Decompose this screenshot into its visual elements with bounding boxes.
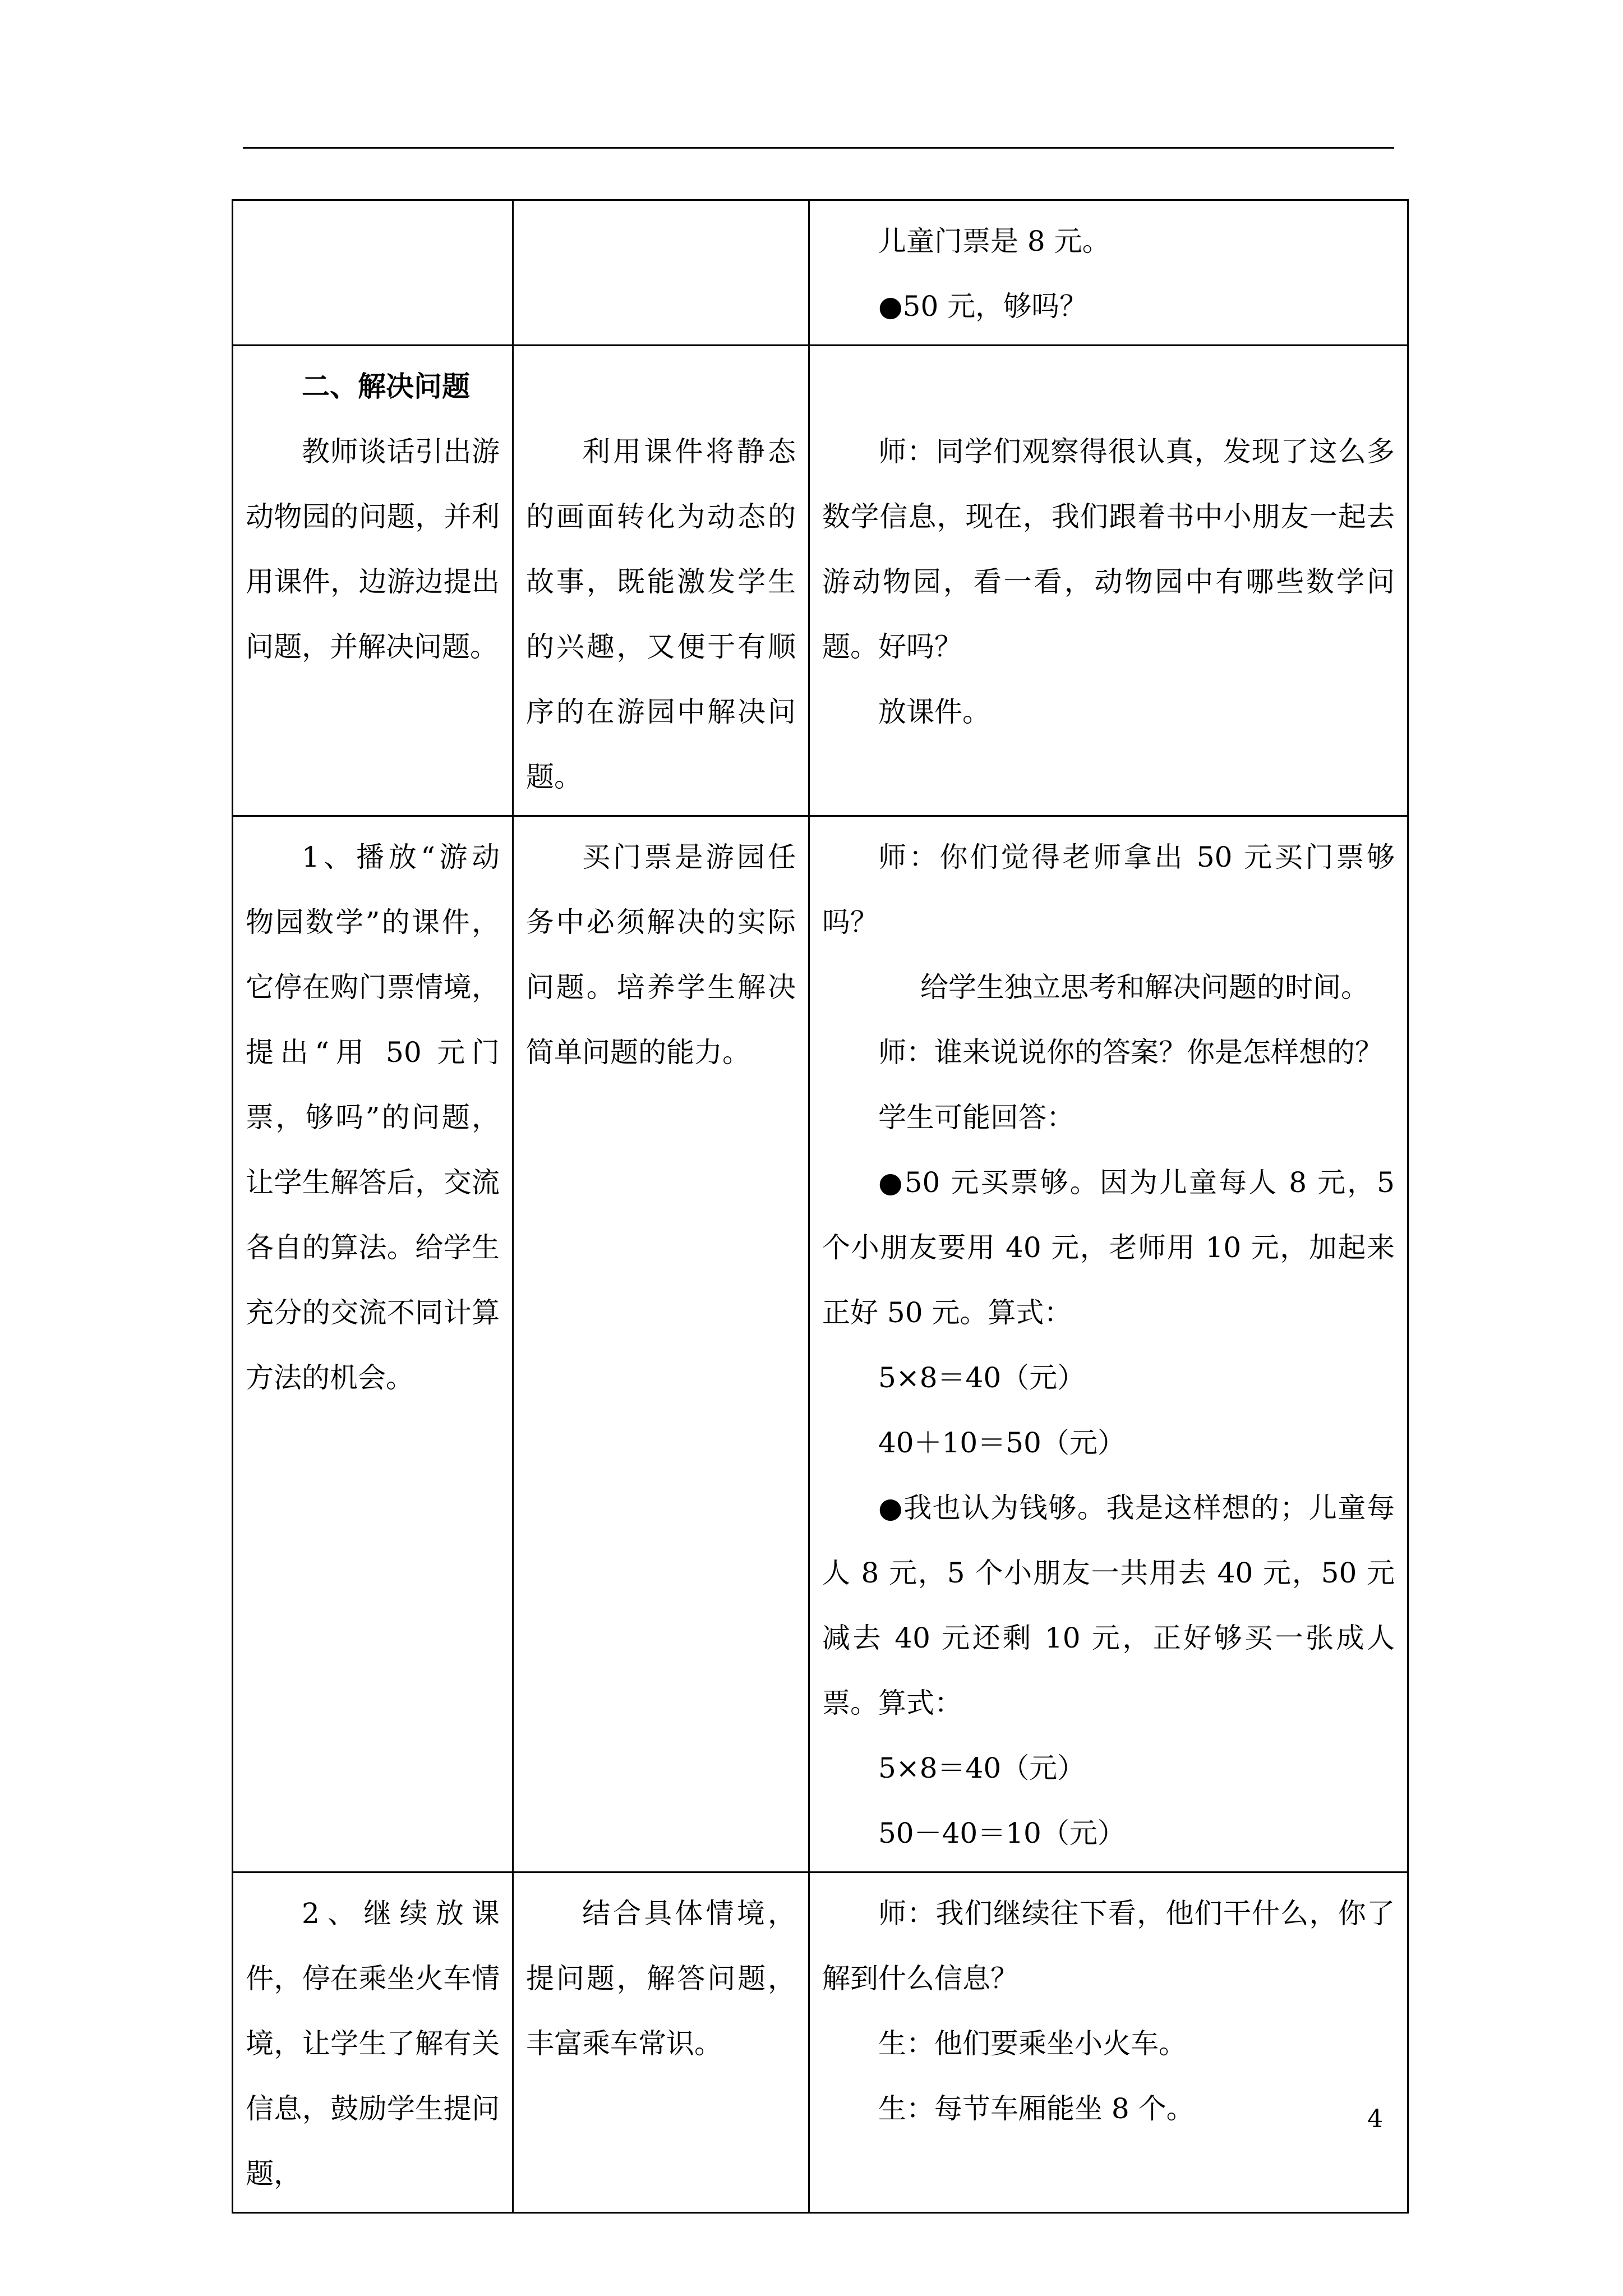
cell-activity — [809, 1872, 1408, 2213]
paragraph: 生：每节车厢能坐 8 个。 — [878, 2092, 1195, 2125]
equation: 50－40＝10（元） — [878, 1817, 1126, 1849]
cell-process — [233, 816, 513, 1872]
paragraph: 师：谁来说说你的答案？你是怎样想的？ — [878, 1036, 1383, 1069]
cell-intent — [513, 346, 809, 816]
table-row — [233, 346, 1408, 816]
paragraph: 利用课件将静态的画面转化为动态的故事，既能激发学生的兴趣，又便于有顺序的在游园中解决问题。 — [526, 435, 796, 793]
cell-activity — [809, 200, 1408, 346]
cell-process — [233, 200, 513, 346]
table-row — [233, 1872, 1408, 2213]
cell-activity — [809, 816, 1408, 1872]
equation: 5×8＝40（元） — [878, 1361, 1086, 1394]
equation: 5×8＝40（元） — [878, 1752, 1086, 1784]
lesson-plan-table — [232, 199, 1409, 2214]
table-row — [233, 200, 1408, 346]
paragraph: ●50 元，够吗？ — [878, 290, 1088, 323]
paragraph: ●我也认为钱够。我是这样想的；儿童每人 8 元，5 个小朋友一共用去 40 元，50 元减去 40 元还剩 10 元，正好够买一张成人票。算式： — [822, 1492, 1395, 1719]
cell-process — [233, 346, 513, 816]
paragraph: 儿童门票是 8 元。 — [878, 225, 1110, 257]
equation: 40＋10＝50（元） — [878, 1427, 1126, 1459]
paragraph: 给学生独立思考和解决问题的时间。 — [920, 971, 1369, 1004]
paragraph: 2、继续放课件，停在乘坐火车情境，让学生了解有关信息，鼓励学生提问题， — [246, 1897, 500, 2190]
paragraph: 教师谈话引出游动物园的问题，并利用课件，边游边提出问题，并解决问题。 — [246, 435, 500, 663]
paragraph: 结合具体情境，提问题，解答问题，丰富乘车常识。 — [526, 1897, 796, 2060]
page-number: 4 — [1367, 2105, 1383, 2133]
paragraph: 师：同学们观察得很认真，发现了这么多数学信息，现在，我们跟着书中小朋友一起去游动物园，看一看，动物园中有哪些数学问题。好吗？ — [822, 435, 1395, 663]
paragraph: 1、播放“游动物园数学”的课件，它停在购门票情境，提出“用 50 元门票，够吗”的问题，让学生解答后，交流各自的算法。给学生充分的交流不同计算方法的机会。 — [246, 841, 500, 1394]
paragraph: 买门票是游园任务中必须解决的实际问题。培养学生解决简单问题的能力。 — [526, 841, 796, 1069]
paragraph: 放课件。 — [878, 696, 990, 728]
section-heading: 二、解决问题 — [302, 370, 470, 403]
cell-intent — [513, 200, 809, 346]
paragraph: ●50 元买票够。因为儿童每人 8 元，5 个小朋友要用 40 元，老师用 10 元，加起来正好 50 元。算式： — [822, 1166, 1395, 1329]
paragraph: 师：我们继续往下看，他们干什么，你了解到什么信息？ — [822, 1897, 1395, 1995]
cell-process — [233, 1872, 513, 2213]
paragraph: 师：你们觉得老师拿出 50 元买门票够吗？ — [822, 841, 1395, 938]
cell-intent — [513, 1872, 809, 2213]
cell-activity — [809, 346, 1408, 816]
paragraph: 学生可能回答： — [878, 1101, 1075, 1134]
header-rule — [243, 147, 1394, 149]
table-row — [233, 816, 1408, 1872]
paragraph: 生：他们要乘坐小火车。 — [878, 2027, 1187, 2060]
cell-intent — [513, 816, 809, 1872]
